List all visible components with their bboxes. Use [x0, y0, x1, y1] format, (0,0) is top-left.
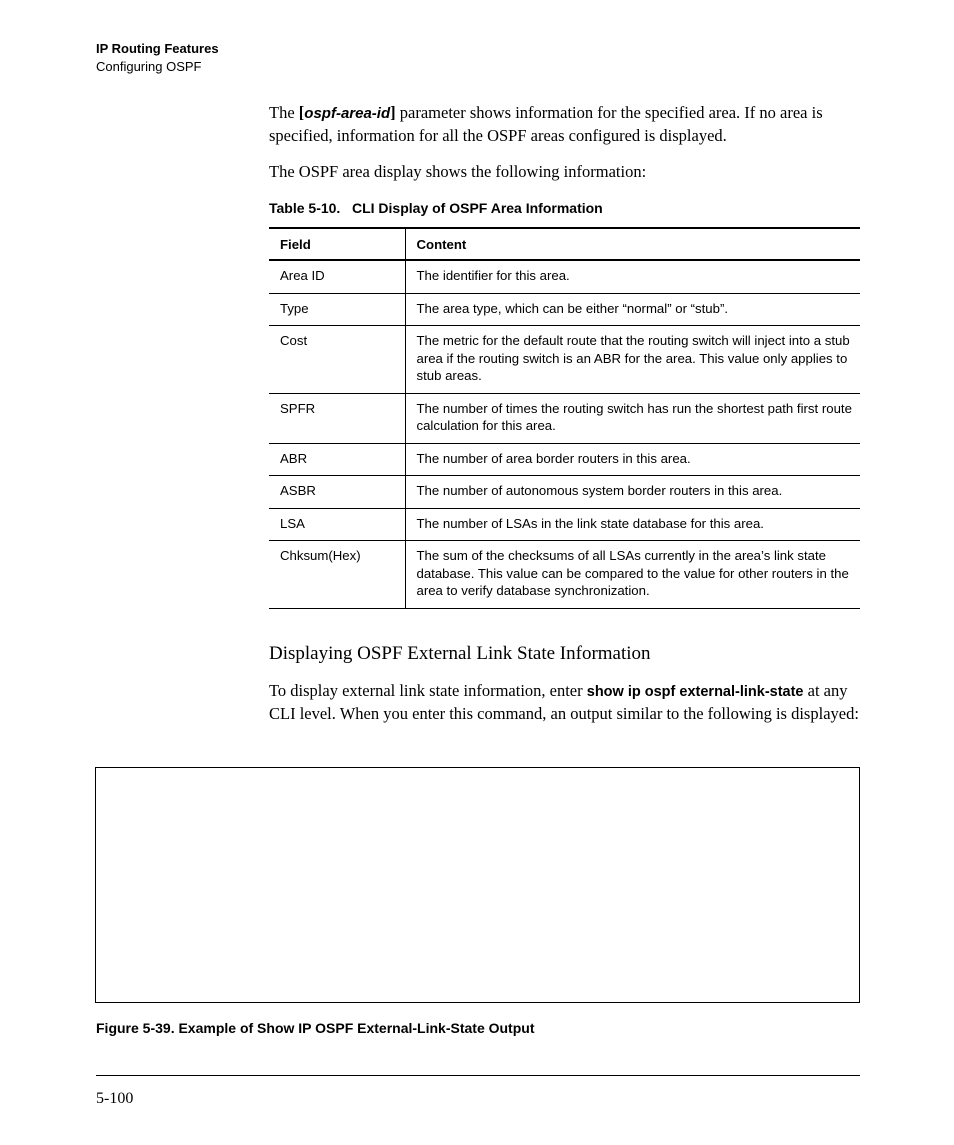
table-row	[269, 326, 860, 394]
table-row	[269, 260, 860, 293]
section-text-after: at any CLI level. When you enter this command, an output similar to the following is displayed:	[269, 681, 859, 723]
param-bracket-open: [	[298, 103, 305, 122]
table-cell-content: The number of times the routing switch has run the shortest path first route calculation for this area.	[416, 400, 852, 433]
running-header-subtitle: Configuring OSPF	[96, 59, 202, 74]
figure-caption: Figure 5-39. Example of Show IP OSPF External-Link-State Output	[96, 1020, 535, 1036]
table-cell-field: SPFR	[269, 393, 405, 443]
table-cell-content: The metric for the default route that the routing switch will inject into a stub area if the routing switch is an ABR for the area. This value only applies to stub areas.	[416, 333, 850, 383]
intro-text-before: The	[269, 103, 299, 122]
running-header-title: IP Routing Features	[96, 41, 219, 56]
table-cell-field: ABR	[269, 443, 405, 476]
table-row	[269, 541, 860, 609]
intro-text-after: parameter shows information for the specified area. If no area is specified, information for all the OSPF areas configured is displayed.	[269, 103, 823, 145]
table-row	[269, 508, 860, 541]
footer-divider	[96, 1075, 860, 1076]
table-cell-content: The number of autonomous system border routers in this area.	[416, 483, 783, 498]
table-cell-content: The sum of the checksums of all LSAs currently in the area’s link state database. This value can be compared to the value for other routers in the area to verify database synchronization.	[416, 548, 849, 598]
param-bracket-close: ]	[390, 103, 396, 122]
page-number: 5-100	[96, 1090, 134, 1107]
table-row	[269, 476, 860, 509]
table-cell-field: LSA	[269, 508, 405, 541]
section-text-before: To display external link state information, enter	[269, 681, 587, 700]
table-cell-content: The number of area border routers in this area.	[416, 450, 691, 466]
figure-output-box	[95, 767, 860, 1003]
ospf-area-info-table	[269, 227, 860, 609]
table-caption: Table 5-10. CLI Display of OSPF Area Information	[269, 200, 603, 216]
table-cell-field: Type	[269, 293, 405, 326]
table-header-row	[269, 228, 860, 260]
section-heading: Displaying OSPF External Link State Information	[269, 643, 651, 664]
intro-paragraph	[269, 102, 869, 147]
column-header-field: Field	[269, 228, 405, 260]
table-cell-content: The number of LSAs in the link state database for this area.	[416, 515, 764, 531]
param-name: ospf-area-id	[304, 105, 391, 122]
table-cell-field: ASBR	[269, 476, 405, 509]
table-intro-paragraph: The OSPF area display shows the following information:	[269, 162, 647, 181]
table-cell-field: Area ID	[269, 260, 405, 293]
table-cell-content: The identifier for this area.	[416, 268, 570, 283]
cli-command: show ip ospf external-link-state	[586, 684, 804, 700]
column-header-content: Content	[416, 237, 467, 252]
table-cell-content: The area type, which can be either “normal” or “stub”.	[416, 300, 729, 316]
table-row	[269, 393, 860, 443]
table-row	[269, 293, 860, 326]
table-cell-field: Cost	[269, 326, 405, 394]
section-paragraph	[269, 680, 869, 724]
table-row	[269, 443, 860, 476]
table-cell-field: Chksum(Hex)	[269, 541, 405, 609]
